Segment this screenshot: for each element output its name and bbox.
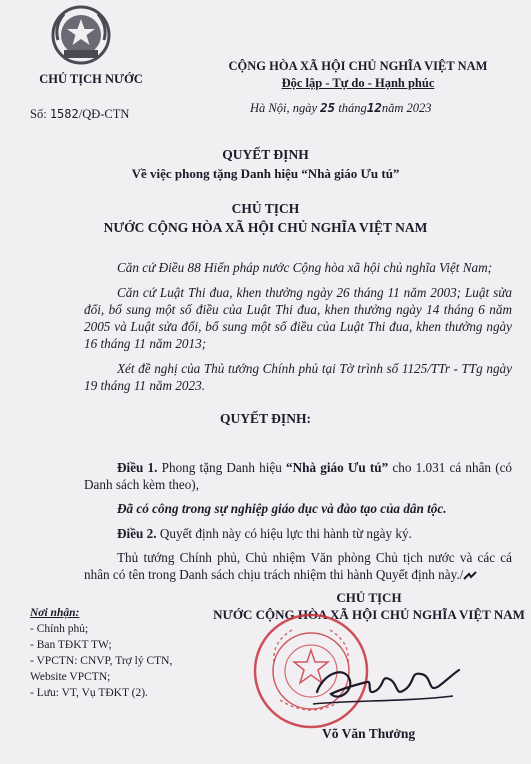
closing-text: Thủ tướng Chính phủ, Chủ nhiệm Văn phòng Chủ tịch nước và các cá nhân có tên trong Danh sách chịu trách nhiệm thi hành Quyết định này./ (84, 550, 512, 582)
date-prefix: Hà Nội, ngày (250, 101, 318, 115)
recipient-item: - Chính phủ; (30, 623, 89, 635)
award-title: “Nhà giáo Ưu tú” (286, 460, 389, 475)
recipients-heading: Nơi nhận: (30, 607, 80, 619)
signer-name: Võ Văn Thưởng (322, 726, 416, 741)
signer-authority: NƯỚC CỘNG HÒA XÃ HỘI CHỦ NGHĨA VIỆT NAM (213, 607, 525, 622)
date-month-label: tháng (338, 101, 367, 115)
issuer-country: NƯỚC CỘNG HÒA XÃ HỘI CHỦ NGHĨA VIỆT NAM (103, 220, 428, 235)
article-1 (84, 459, 512, 493)
date-day: 25 (320, 100, 336, 115)
article-1-text-b: cho 1.031 cá nhân (có Danh sách kèm theo), (84, 460, 513, 492)
legal-basis-2: Căn cứ Luật Thi đua, khen thưởng ngày 26 tháng 11 năm 2003; Luật sửa đổi, bổ sung một số điều của Luật Thi đua, khen thưởng ngày 14 tháng 6 năm 2005 và Luật sửa đổi, bổ sung một số điều của Luật Thi đua, khen thưởng ngày 16 tháng 11 năm 2013; (84, 285, 512, 351)
closing-paragraph (84, 549, 512, 583)
national-emblem-icon (50, 4, 112, 66)
national-motto: Độc lập - Tự do - Hạnh phúc (281, 76, 435, 90)
article-2 (84, 525, 512, 542)
article-2-text: Quyết định này có hiệu lực thi hành từ ngày ký. (159, 526, 412, 541)
national-title-block (206, 58, 510, 92)
recipients-block (30, 605, 220, 701)
achievement-line: Đã có công trong sự nghiệp giáo dục và đào tạo của dân tộc. (117, 501, 447, 516)
issue-date (250, 100, 432, 116)
doc-no-label: Số: (30, 107, 47, 121)
signer-position: CHỦ TỊCH (336, 590, 402, 605)
doc-no-value: 1582 (49, 107, 79, 121)
doc-no-suffix: /QĐ-CTN (78, 107, 130, 121)
date-month: 12 (366, 100, 382, 115)
article-2-label: Điều 2. (117, 526, 157, 541)
handwritten-signature-icon (303, 644, 463, 714)
recipient-item: - Ban TĐKT TW; (30, 639, 112, 651)
legal-basis-3: Xét đề nghị của Thủ tướng Chính phủ tại Tờ trình số 1125/TTr - TTg ngày 19 tháng 11 năm 2023. (84, 361, 512, 393)
initial-mark-icon (463, 571, 477, 581)
article-1-text-a: Phong tặng Danh hiệu (161, 460, 282, 475)
recipient-item: Website VPCTN; (30, 671, 111, 683)
date-year: năm 2023 (381, 101, 432, 115)
document-subject: Về việc phong tặng Danh hiệu “Nhà giáo Ưu tú” (131, 166, 400, 181)
issuer-title: CHỦ TỊCH (231, 201, 300, 216)
legal-basis-1: Căn cứ Điều 88 Hiến pháp nước Cộng hòa xã hội chủ nghĩa Việt Nam; (117, 260, 492, 275)
country-name: CỘNG HÒA XÃ HỘI CHỦ NGHĨA VIỆT NAM (228, 59, 488, 73)
document-type: QUYẾT ĐỊNH (222, 147, 309, 162)
recipient-item: - Lưu: VT, Vụ TĐKT (2). (30, 687, 148, 699)
issuing-agency: CHỦ TỊCH NƯỚC (39, 72, 143, 86)
decision-heading: QUYẾT ĐỊNH: (220, 411, 311, 426)
article-1-label: Điều 1. (117, 460, 158, 475)
document-number (30, 107, 129, 122)
recipient-item: - VPCTN: CNVP, Trợ lý CTN, (30, 655, 173, 667)
